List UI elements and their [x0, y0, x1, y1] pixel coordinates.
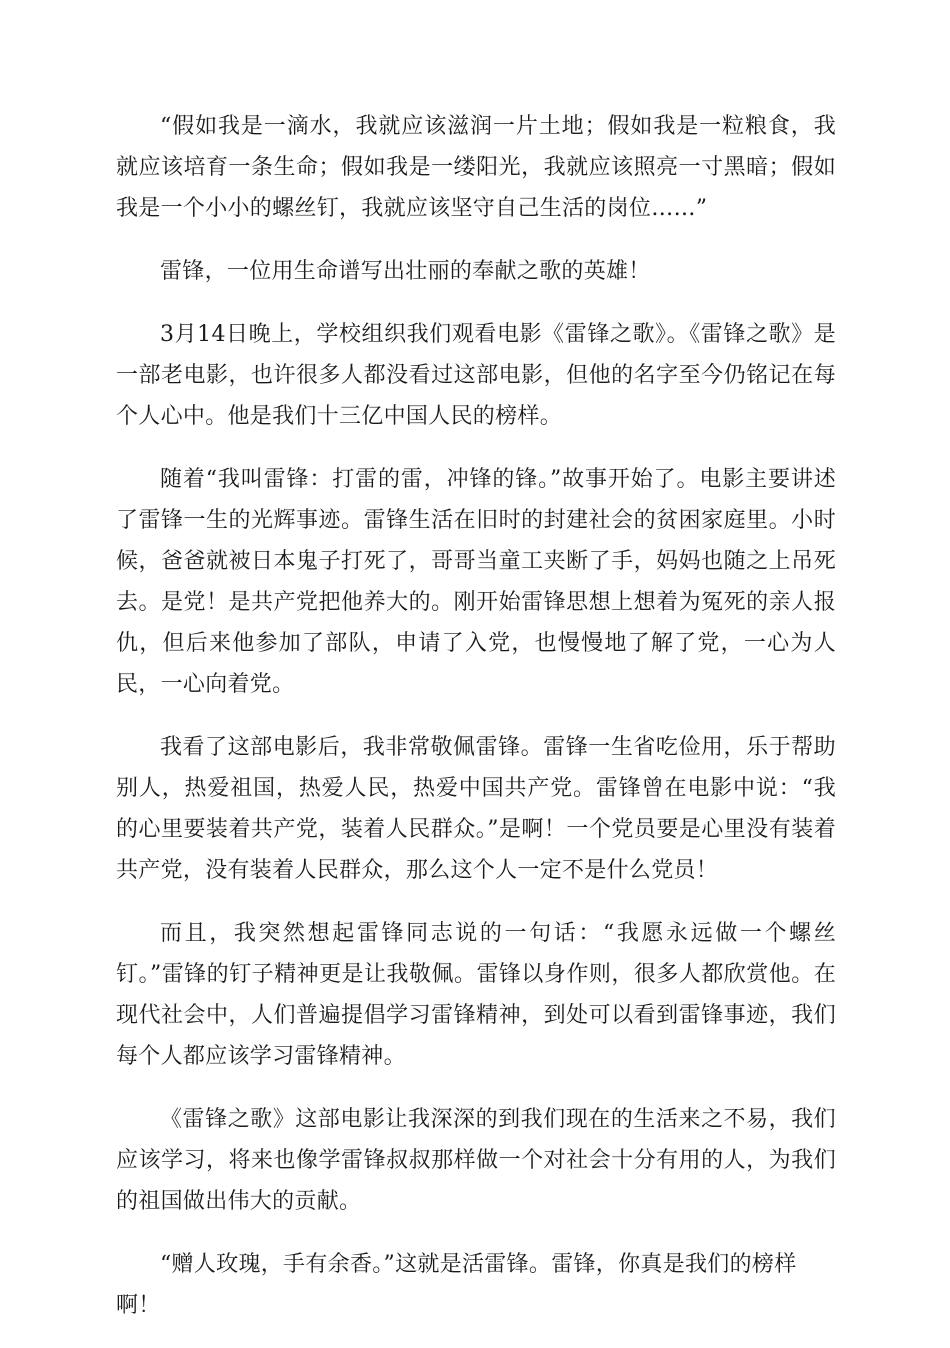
paragraph-story: 随着“我叫雷锋：打雷的雷，冲锋的锋。”故事开始了。电影主要讲述了雷锋一生的光辉事迹。雷锋生活在旧时的封建社会的贫困家庭里。小时候，爸爸就被日本鬼子打死了，哥哥当童工夹断了手，妈妈也随之上吊死去。是党！是共产党把他养大的。刚开始雷锋思想上想着为冤死的亲人报仇，但后来他参加了部队，申请了入党，也慢慢地了解了党，一心为人民，一心向着党。 [116, 467, 836, 697]
essay-body [116, 106, 836, 1348]
paragraph-hero: 雷锋，一位用生命谱写出壮丽的奉献之歌的英雄！ [160, 259, 651, 284]
paragraph-quote: “假如我是一滴水，我就应该滋润一片土地；假如我是一粒粮食，我就应该培育一条生命；假如我是一缕阳光，我就应该照亮一寸黑暗；假如我是一个小小的螺丝钉，我就应该坚守自己生活的岗位……” [116, 114, 836, 221]
paragraph-screw-spirit: 而且，我突然想起雷锋同志说的一句话：“我愿永远做一个螺丝钉。”雷锋的钉子精神更是让我敬佩。雷锋以身作则，很多人都欣赏他。在现代社会中，人们普遍提倡学习雷锋精神，到处可以看到雷锋事迹，我们每个人都应该学习雷锋精神。 [116, 921, 836, 1069]
paragraph-admiration: 我看了这部电影后，我非常敬佩雷锋。雷锋一生省吃俭用，乐于帮助别人，热爱祖国，热爱人民，热爱中国共产党。雷锋曾在电影中说：“我的心里要装着共产党，装着人民群众。”是啊！一个党员要是心里没有装着共产党，没有装着人民群众，那么这个人一定不是什么党员！ [116, 735, 836, 883]
paragraph-movie-intro: 3月14日晚上，学校组织我们观看电影《雷锋之歌》。《雷锋之歌》是一部老电影，也许很多人都没看过这部电影，但他的名字至今仍铭记在每个人心中。他是我们十三亿中国人民的榜样。 [116, 322, 836, 429]
paragraph-conclusion: “赠人玫瑰，手有余香。”这就是活雷锋。雷锋，你真是我们的榜样啊！ [116, 1252, 797, 1318]
paragraph-reflection: 《雷锋之歌》这部电影让我深深的到我们现在的生活来之不易，我们应该学习，将来也像学雷锋叔叔那样做一个对社会十分有用的人，为我们的祖国做出伟大的贡献。 [116, 1107, 836, 1214]
